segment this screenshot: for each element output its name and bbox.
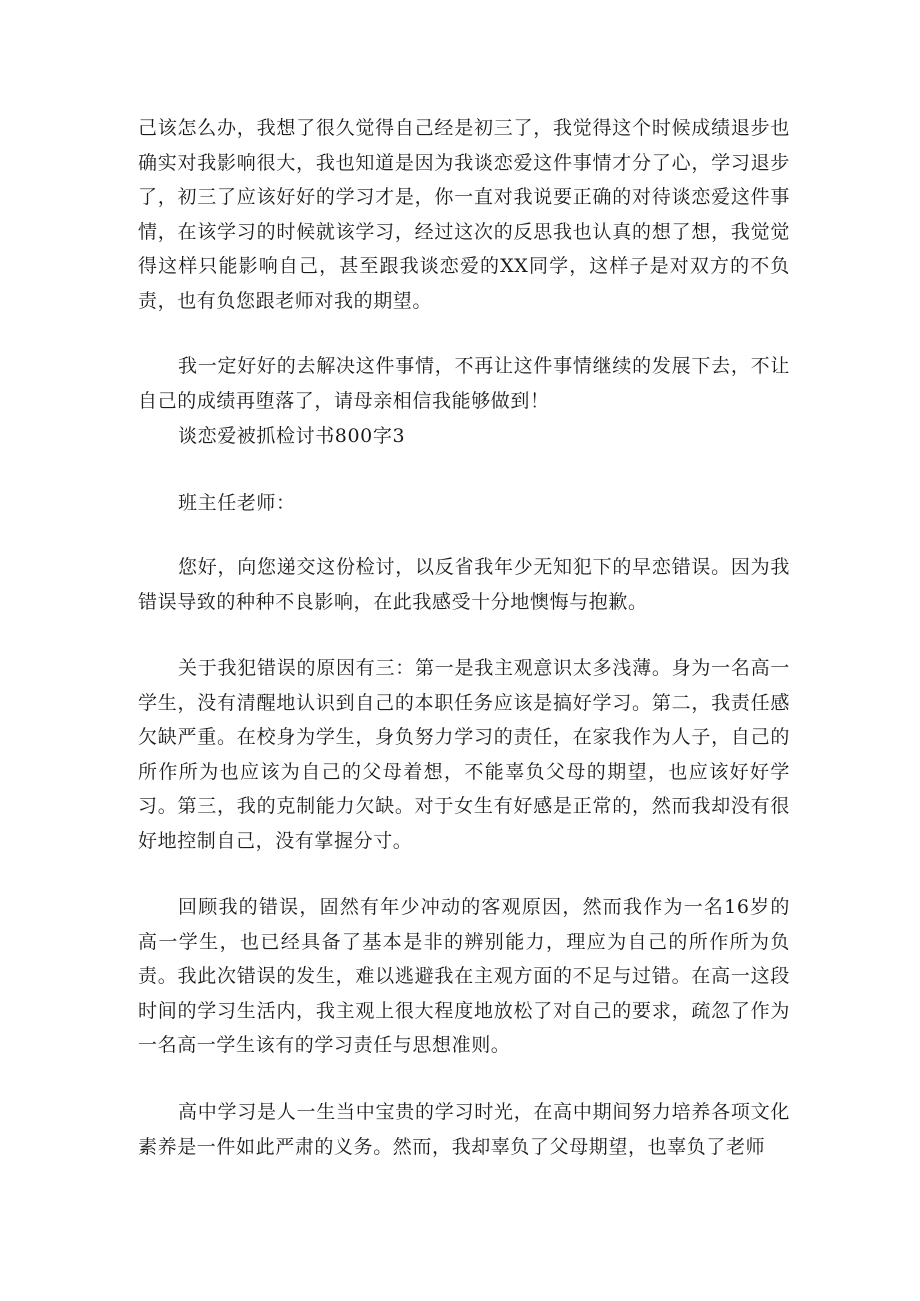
paragraph-high-school: 高中学习是人一生当中宝贵的学习时光，在高中期间努力培养各项文化素养是一件如此严肃的义务。然而，我却辜负了父母期望，也辜负了老师 — [138, 1101, 790, 1158]
salutation: 班主任老师： — [178, 492, 296, 514]
paragraph-reasons: 关于我犯错误的原因有三：第一是我主观意识太多浅薄。身为一名高一学生，没有清醒地认识到自己的本职任务应该是搞好学习。第二，我责任感欠缺严重。在校身为学生，身负努力学习的责任，在家我作为人子，自己的所作所为也应该为自己的父母着想，不能辜负父母的期望，也应该好好学习。第三，我的克制能力欠缺。对于女生有好感是正常的，然而我却没有很好地控制自己，没有掌握分寸。 — [138, 657, 790, 852]
paragraph-resolution: 我一定好好的去解决这件事情，不再让这件事情继续的发展下去，不让自己的成绩再堕落了，请母亲相信我能够做到！ — [138, 355, 790, 412]
section-heading: 谈恋爱被抓检讨书800字3 — [178, 425, 406, 447]
paragraph-reflection: 回顾我的错误，固然有年少冲动的客观原因，然而我作为一名16岁的高一学生，也已经具备了基本是非的辨别能力，理应为自己的所作所为负责。我此次错误的发生，难以逃避我在主观方面的不足与过错。在高一这段时间的学习生活内，我主观上很大程度地放松了对自己的要求，疏忽了作为一名高一学生该有的学习责任与思想准则。 — [138, 896, 790, 1057]
paragraph-greeting: 您好，向您递交这份检讨，以反省我年少无知犯下的早恋错误。因为我错误导致的种种不良影响，在此我感受十分地懊悔与抱歉。 — [138, 556, 790, 613]
paragraph-continuation: 己该怎么办，我想了很久觉得自己经是初三了，我觉得这个时候成绩退步也确实对我影响很大，我也知道是因为我谈恋爱这件事情才分了心，学习退步了，初三了应该好好的学习才是，你一直对我说要正确的对待谈恋爱这件事情，在该学习的时候就该学习，经过这次的反思我也认真的想了想，我觉觉得这样只能影响自己，甚至跟我谈恋爱的XX同学，这样子是对双方的不负责，也有负您跟老师对我的期望。 — [138, 117, 790, 312]
